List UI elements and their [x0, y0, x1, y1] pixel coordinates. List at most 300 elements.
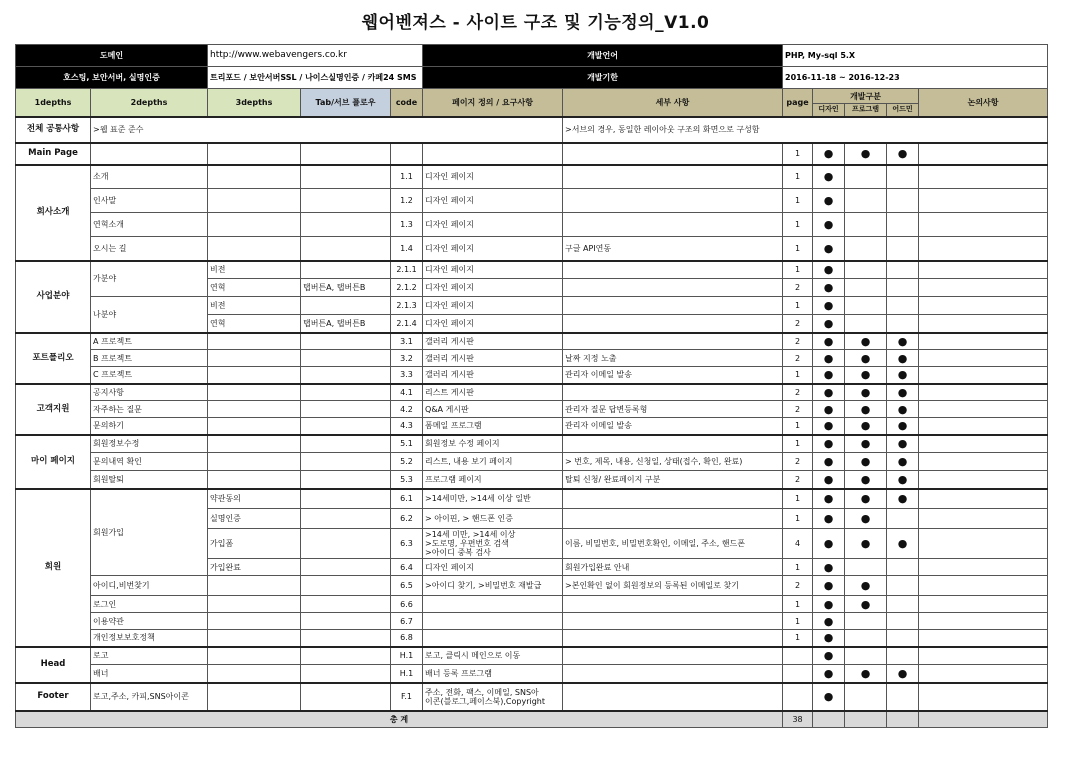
text-line: >도로명, 우편번호 검색 [425, 539, 509, 548]
main-row [16, 143, 1048, 165]
d2-cell: 로그인 [91, 596, 208, 613]
d2-cell: 나분야 [91, 297, 208, 333]
discuss-cell [919, 213, 1048, 237]
detail-cell [563, 665, 783, 683]
code-cell: 4.1 [391, 384, 423, 401]
def-cell: 배너 등록 프로그램 [423, 665, 563, 683]
detail-cell: 관리자 질문 답변등록형 [563, 401, 783, 418]
table-row [16, 418, 1048, 435]
code-cell: 3.3 [391, 367, 423, 384]
text-line: >14세 미만, >14세 이상 [425, 530, 516, 539]
page-count: 1 [783, 143, 813, 165]
code-cell: 6.5 [391, 576, 423, 596]
page-count: 1 [783, 489, 813, 509]
def-cell: 디자인 페이지 [423, 189, 563, 213]
tab-cell [301, 630, 391, 647]
tab-cell [301, 350, 391, 367]
def-cell: 디자인 페이지 [423, 213, 563, 237]
page-count: 1 [783, 261, 813, 279]
tab-cell [301, 509, 391, 529]
dev-mark [845, 261, 887, 279]
dev-mark [845, 630, 887, 647]
page-count: 1 [783, 367, 813, 384]
dev-mark: ● [845, 596, 887, 613]
dev-mark: ● [887, 401, 919, 418]
discuss-cell [919, 453, 1048, 471]
discuss-cell [919, 384, 1048, 401]
d2-cell: B 프로젝트 [91, 350, 208, 367]
d3-cell: 비전 [208, 297, 301, 315]
d3-cell: 비전 [208, 261, 301, 279]
text-line: 이콘(블로그,페이스북),Copyright [425, 696, 545, 706]
d3-cell [208, 683, 301, 711]
detail-cell: 날짜 지정 노출 [563, 350, 783, 367]
tab-cell [301, 237, 391, 261]
dev-mark: ● [813, 509, 845, 529]
dev-mark: ● [813, 453, 845, 471]
col-admin: 어드민 [887, 104, 919, 117]
discuss-cell [919, 509, 1048, 529]
detail-cell [563, 509, 783, 529]
detail-cell: >본인확인 없이 회원정보의 등록된 이메일로 찾기 [563, 576, 783, 596]
group-label: 전체 공통사항 [16, 117, 91, 143]
def-cell: 프로그램 페이지 [423, 471, 563, 489]
page-count: 2 [783, 471, 813, 489]
discuss-cell [919, 350, 1048, 367]
d3-cell [208, 165, 301, 189]
page-count [783, 683, 813, 711]
def-cell [423, 613, 563, 630]
col-detail: 세부 사항 [563, 89, 783, 117]
d2-cell: 회원탈퇴 [91, 471, 208, 489]
discuss-cell [919, 576, 1048, 596]
page-count: 2 [783, 384, 813, 401]
tab-cell [301, 529, 391, 559]
tab-cell [301, 213, 391, 237]
discuss-cell [919, 647, 1048, 665]
code-cell: 2.1.2 [391, 279, 423, 297]
table-row [16, 596, 1048, 613]
d3-cell [208, 384, 301, 401]
d2-cell: 인사말 [91, 189, 208, 213]
dev-mark: ● [845, 350, 887, 367]
detail-cell [563, 165, 783, 189]
detail-cell: 회원가입완료 안내 [563, 559, 783, 576]
dev-mark [845, 297, 887, 315]
empty-cell [845, 711, 887, 728]
dev-mark [845, 315, 887, 333]
detail-cell [563, 647, 783, 665]
dev-mark: ● [845, 384, 887, 401]
def-cell: 리스트 게시판 [423, 384, 563, 401]
dev-mark [887, 509, 919, 529]
dev-mark: ● [813, 333, 845, 350]
empty-cell [919, 711, 1048, 728]
dev-mark: ● [813, 350, 845, 367]
dev-mark: ● [845, 489, 887, 509]
col-1depths: 1depths [16, 89, 91, 117]
page-count: 2 [783, 350, 813, 367]
spec-table [15, 44, 1048, 728]
dev-mark [887, 261, 919, 279]
dev-mark: ● [813, 367, 845, 384]
detail-cell [563, 683, 783, 711]
table-row [16, 665, 1048, 683]
d2-cell: 연혁소개 [91, 213, 208, 237]
col-design: 디자인 [813, 104, 845, 117]
detail-cell: 이름, 비밀번호, 비밀번호확인, 이메일, 주소, 핸드폰 [563, 529, 783, 559]
tab-cell [301, 596, 391, 613]
page-count: 2 [783, 401, 813, 418]
tab-cell: 탭버튼A, 탭버튼B [301, 315, 391, 333]
def-cell: >14세미만, >14세 이상 일반 [423, 489, 563, 509]
dev-mark: ● [887, 435, 919, 453]
page-count: 1 [783, 189, 813, 213]
dev-mark [887, 596, 919, 613]
dev-mark: ● [887, 418, 919, 435]
code-cell: 6.8 [391, 630, 423, 647]
d2-cell: 아이디,비번찾기 [91, 576, 208, 596]
table-row [16, 613, 1048, 630]
code-cell: 1.1 [391, 165, 423, 189]
detail-cell [563, 435, 783, 453]
dev-mark: ● [845, 529, 887, 559]
discuss-cell [919, 489, 1048, 509]
detail-cell: 구글 API연동 [563, 237, 783, 261]
discuss-cell [919, 435, 1048, 453]
dev-mark [887, 647, 919, 665]
tab-cell [301, 401, 391, 418]
dev-mark: ● [813, 384, 845, 401]
detail-cell [563, 384, 783, 401]
d3-cell [208, 576, 301, 596]
tab-cell [301, 261, 391, 279]
tab-cell [301, 165, 391, 189]
def-cell: 리스트, 내용 보기 페이지 [423, 453, 563, 471]
dev-mark: ● [887, 471, 919, 489]
d3-cell [208, 453, 301, 471]
dev-mark: ● [845, 418, 887, 435]
d2-cell: 로고,주소, 카피,SNS아이콘 [91, 683, 208, 711]
discuss-cell [919, 401, 1048, 418]
d3-cell [208, 189, 301, 213]
page-count: 2 [783, 279, 813, 297]
def-cell [423, 529, 563, 559]
d3-cell [208, 237, 301, 261]
discuss-cell [919, 471, 1048, 489]
dev-mark: ● [845, 401, 887, 418]
code-cell: H.1 [391, 665, 423, 683]
d2-cell: 이용약관 [91, 613, 208, 630]
code-cell: 5.2 [391, 453, 423, 471]
page-count: 1 [783, 213, 813, 237]
d2-cell: C 프로젝트 [91, 367, 208, 384]
dev-mark: ● [813, 297, 845, 315]
detail-cell: >서브의 경우, 동일한 레이아웃 구조의 화면으로 구성함 [563, 117, 1048, 143]
dev-mark: ● [813, 189, 845, 213]
dev-mark [845, 237, 887, 261]
group-label: Head [16, 647, 91, 683]
dev-mark: ● [813, 279, 845, 297]
tab-cell [301, 189, 391, 213]
d3-cell [208, 647, 301, 665]
d3-cell [208, 401, 301, 418]
d2-cell: 문의내역 확인 [91, 453, 208, 471]
tab-cell [301, 665, 391, 683]
d2-cell: 문의하기 [91, 418, 208, 435]
dev-mark [845, 279, 887, 297]
dev-mark [887, 613, 919, 630]
code-cell: 6.3 [391, 529, 423, 559]
total-page: 38 [783, 711, 813, 728]
tab-cell [301, 576, 391, 596]
table-row [16, 576, 1048, 596]
dev-mark: ● [887, 350, 919, 367]
dev-mark [845, 213, 887, 237]
group-label: 포트폴리오 [16, 333, 91, 384]
code-cell: 2.1.1 [391, 261, 423, 279]
tab-cell [301, 471, 391, 489]
d3-cell: 가입폼 [208, 529, 301, 559]
discuss-cell [919, 529, 1048, 559]
page-count: 1 [783, 418, 813, 435]
discuss-cell [919, 297, 1048, 315]
d3-cell: 실명인증 [208, 509, 301, 529]
hosting-label: 호스팅, 보안서버, 실명인증 [16, 67, 208, 89]
page-count: 1 [783, 297, 813, 315]
dev-mark: ● [813, 471, 845, 489]
dev-mark: ● [887, 333, 919, 350]
table-row [16, 453, 1048, 471]
discuss-cell [919, 630, 1048, 647]
lang-value: PHP, My-sql 5.X [783, 45, 1048, 67]
empty-cell [208, 143, 301, 165]
code-cell: 4.2 [391, 401, 423, 418]
group-label: 고객지원 [16, 384, 91, 435]
def-cell: 디자인 페이지 [423, 279, 563, 297]
dev-mark: ● [845, 333, 887, 350]
dev-mark: ● [813, 237, 845, 261]
domain-value: http://www.webavengers.co.kr [208, 45, 423, 67]
empty-cell [391, 143, 423, 165]
total-label: 총 계 [16, 711, 783, 728]
dev-mark [887, 213, 919, 237]
d3-cell [208, 213, 301, 237]
group-label: Footer [16, 683, 91, 711]
code-cell: 6.7 [391, 613, 423, 630]
detail-cell [563, 489, 783, 509]
d2-cell: 공지사항 [91, 384, 208, 401]
def-cell: 디자인 페이지 [423, 165, 563, 189]
page-count: 2 [783, 333, 813, 350]
discuss-cell [919, 333, 1048, 350]
tab-cell [301, 367, 391, 384]
dev-mark: ● [845, 576, 887, 596]
empty-cell [813, 711, 845, 728]
discuss-cell [919, 279, 1048, 297]
table-row [16, 630, 1048, 647]
dev-mark [845, 613, 887, 630]
group-label: 마이 페이지 [16, 435, 91, 489]
empty-cell [887, 711, 919, 728]
lang-label: 개발언어 [423, 45, 783, 67]
discuss-cell [919, 143, 1048, 165]
dev-mark: ● [813, 315, 845, 333]
tab-cell [301, 384, 391, 401]
def-cell: 로고, 클릭시 메인으로 이동 [423, 647, 563, 665]
col-program: 프로그램 [845, 104, 887, 117]
def-cell: Q&A 게시판 [423, 401, 563, 418]
dev-mark: ● [887, 143, 919, 165]
empty-cell [301, 143, 391, 165]
d3-cell: 가입완료 [208, 559, 301, 576]
empty-cell [91, 143, 208, 165]
code-cell: 2.1.3 [391, 297, 423, 315]
discuss-cell [919, 165, 1048, 189]
def-cell: > 아이핀, > 핸드폰 인증 [423, 509, 563, 529]
common-row [16, 117, 1048, 143]
tab-cell [301, 613, 391, 630]
detail-cell [563, 315, 783, 333]
d3-cell [208, 435, 301, 453]
dev-mark [887, 683, 919, 711]
d2-cell: 오시는 길 [91, 237, 208, 261]
d3-cell [208, 596, 301, 613]
domain-label: 도메인 [16, 45, 208, 67]
tab-cell [301, 489, 391, 509]
def-cell: 갤러리 게시판 [423, 367, 563, 384]
tab-cell: 탭버튼A, 탭버튼B [301, 279, 391, 297]
dev-mark: ● [845, 143, 887, 165]
dev-mark: ● [813, 665, 845, 683]
dev-mark [845, 647, 887, 665]
col-discuss: 논의사항 [919, 89, 1048, 117]
discuss-cell [919, 237, 1048, 261]
dev-mark: ● [813, 213, 845, 237]
detail-cell [563, 213, 783, 237]
footer-row [16, 683, 1048, 711]
col-tab: Tab/서브 플로우 [301, 89, 391, 117]
detail-cell [563, 279, 783, 297]
tab-cell [301, 647, 391, 665]
tab-cell [301, 333, 391, 350]
dev-mark [845, 189, 887, 213]
dev-mark: ● [887, 529, 919, 559]
dev-mark: ● [813, 165, 845, 189]
code-cell: 3.2 [391, 350, 423, 367]
discuss-cell [919, 315, 1048, 333]
table-row [16, 350, 1048, 367]
code-cell: 6.4 [391, 559, 423, 576]
tab-cell [301, 559, 391, 576]
table-row [16, 401, 1048, 418]
dev-mark: ● [813, 630, 845, 647]
def-cell: 폼메일 프로그램 [423, 418, 563, 435]
dev-mark [887, 315, 919, 333]
code-cell: 1.4 [391, 237, 423, 261]
code-cell: 3.1 [391, 333, 423, 350]
dev-mark: ● [813, 613, 845, 630]
dev-mark: ● [845, 509, 887, 529]
dev-mark: ● [813, 418, 845, 435]
detail-cell: > 번호, 제목, 내용, 신청일, 상태(접수, 확인, 완료) [563, 453, 783, 471]
page-count: 1 [783, 613, 813, 630]
table-row [16, 435, 1048, 453]
discuss-cell [919, 189, 1048, 213]
detail-cell: 탈퇴 신청/ 완료페이지 구분 [563, 471, 783, 489]
dev-mark: ● [813, 143, 845, 165]
header-row-1 [16, 89, 1048, 104]
d2-cell: 배너 [91, 665, 208, 683]
dev-mark: ● [845, 435, 887, 453]
d3-cell: 약관동의 [208, 489, 301, 509]
col-2depths: 2depths [91, 89, 208, 117]
total-row [16, 711, 1048, 728]
d3-cell [208, 333, 301, 350]
dev-mark: ● [813, 647, 845, 665]
dev-mark: ● [845, 471, 887, 489]
dev-mark: ● [845, 453, 887, 471]
detail-cell [563, 189, 783, 213]
dev-mark: ● [887, 489, 919, 509]
tab-cell [301, 435, 391, 453]
col-code: code [391, 89, 423, 117]
dev-mark: ● [813, 596, 845, 613]
group-label: 회원 [16, 489, 91, 647]
page-count [783, 647, 813, 665]
tab-cell [301, 683, 391, 711]
d3-cell [208, 367, 301, 384]
page-count: 1 [783, 630, 813, 647]
code-cell: 1.2 [391, 189, 423, 213]
table-row [16, 384, 1048, 401]
table-row [16, 237, 1048, 261]
text-line: 주소, 전화, 팩스, 이메일, SNS아 [425, 687, 539, 697]
dev-mark: ● [813, 529, 845, 559]
page-count: 1 [783, 165, 813, 189]
col-dev: 개발구분 [813, 89, 919, 104]
table-row [16, 165, 1048, 189]
dev-mark: ● [813, 683, 845, 711]
col-page: page [783, 89, 813, 117]
period-value: 2016-11-18 ~ 2016-12-23 [783, 67, 1048, 89]
dev-mark [887, 576, 919, 596]
page-count [783, 665, 813, 683]
table-row [16, 471, 1048, 489]
info-row-2 [16, 67, 1048, 89]
page-count: 1 [783, 435, 813, 453]
d2-cell: 자주하는 질문 [91, 401, 208, 418]
detail-cell [563, 630, 783, 647]
tab-cell [301, 297, 391, 315]
d2-cell: 로고 [91, 647, 208, 665]
d2-cell: A 프로젝트 [91, 333, 208, 350]
page-count: 4 [783, 529, 813, 559]
def-cell: 디자인 페이지 [423, 261, 563, 279]
page-count: 1 [783, 509, 813, 529]
def-cell: 갤러리 게시판 [423, 350, 563, 367]
dev-mark [887, 279, 919, 297]
def-cell: 디자인 페이지 [423, 559, 563, 576]
discuss-cell [919, 596, 1048, 613]
dev-mark: ● [887, 384, 919, 401]
group-label: Main Page [16, 143, 91, 165]
detail-cell [563, 261, 783, 279]
detail-cell [563, 333, 783, 350]
dev-mark: ● [845, 665, 887, 683]
dev-mark [845, 165, 887, 189]
def-cell: >아이디 찾기, >비밀번호 재발급 [423, 576, 563, 596]
